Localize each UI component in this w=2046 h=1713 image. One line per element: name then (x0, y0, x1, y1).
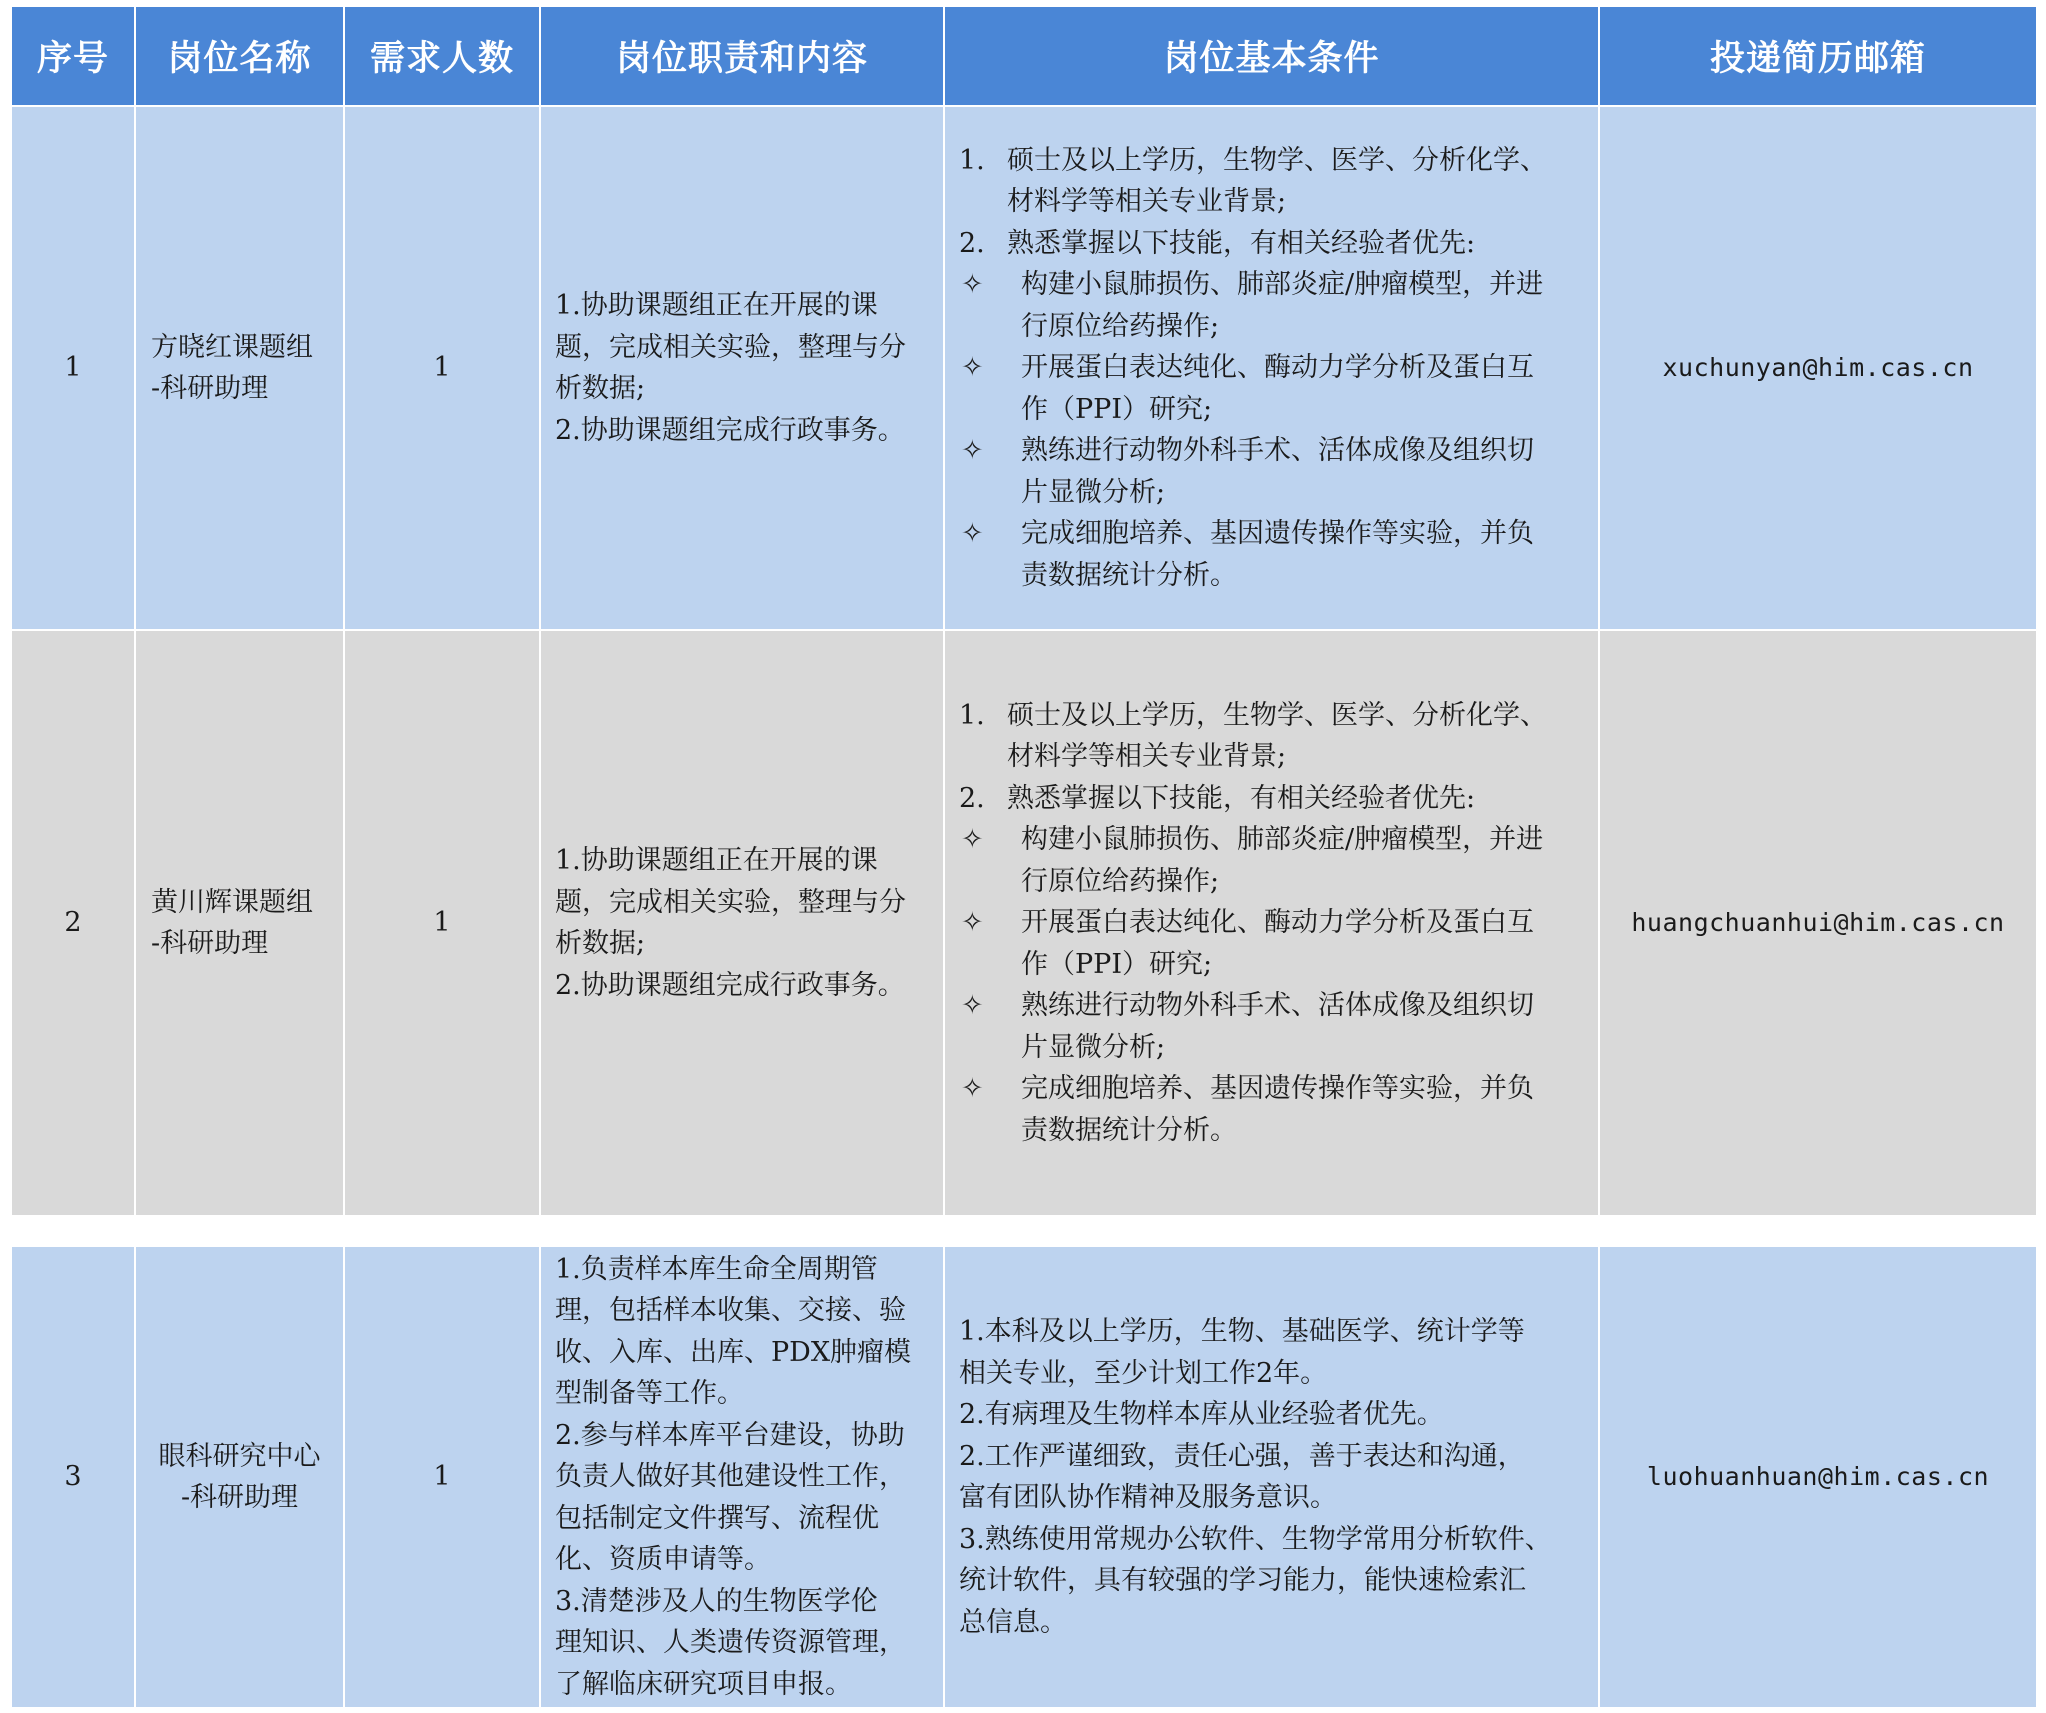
requirement-line: 片显微分析; (1021, 476, 1166, 508)
requirement-line: 作（PPI）研究; (1021, 948, 1213, 980)
requirement-line: 行原位给药操作; (1021, 310, 1220, 342)
duty-line: 题，完成相关实验，整理与分 (555, 886, 906, 918)
requirement-item (959, 140, 1584, 223)
diamond-bullet-icon: ✧ (961, 518, 984, 550)
position-name (135, 1246, 344, 1708)
requirement-line: 材料学等相关专业背景; (1007, 741, 1287, 773)
diamond-bullet-icon: ✧ (961, 824, 984, 856)
requirement-item (959, 264, 1584, 347)
duty-line: 题，完成相关实验，整理与分 (555, 331, 906, 363)
requirement-line: 构建小鼠肺损伤、肺部炎症/肿瘤模型，并进 (1021, 269, 1544, 301)
requirement-line: 片显微分析; (1021, 1031, 1166, 1063)
requirement-line: 责数据统计分析。 (1021, 1114, 1237, 1146)
duty-line: 化、资质申请等。 (555, 1544, 771, 1576)
requirement-line: 3.熟练使用常规办公软件、生物学常用分析软件、 (959, 1523, 1552, 1555)
requirement-line: 完成细胞培养、基因遗传操作等实验，并负 (1021, 1073, 1534, 1105)
header-position: 岗位名称 (135, 6, 344, 106)
position-name-line: -科研助理 (151, 373, 269, 404)
row-gap (11, 1216, 2037, 1246)
duty-line: 析数据; (555, 373, 646, 404)
requirement-item (959, 223, 1584, 265)
requirement-line: 开展蛋白表达纯化、酶动力学分析及蛋白互 (1021, 352, 1534, 384)
diamond-bullet-icon: ✧ (961, 990, 984, 1022)
position-name-line: -科研助理 (151, 928, 269, 959)
requirement-line: 相关专业，至少计划工作2年。 (959, 1357, 1328, 1389)
requirement-line: 作（PPI）研究; (1021, 393, 1213, 425)
header-row (11, 6, 2037, 106)
requirement-item (959, 347, 1584, 430)
duty-line: 负责人做好其他建设性工作， (555, 1461, 906, 1493)
requirement-item (959, 430, 1584, 513)
requirement-item (959, 778, 1584, 820)
header-requirements: 岗位基本条件 (944, 6, 1599, 106)
requirements (944, 630, 1599, 1216)
requirement-line: 责数据统计分析。 (1021, 559, 1237, 591)
duty-line: 型制备等工作。 (555, 1378, 744, 1410)
header-count: 需求人数 (344, 6, 540, 106)
table-row (11, 1246, 2037, 1708)
duty-line: 2.参与样本库平台建设，协助 (555, 1419, 905, 1451)
resume-email[interactable]: xuchunyan@him.cas.cn (1599, 106, 2037, 630)
duties (540, 1246, 944, 1708)
header-index: 序号 (11, 6, 135, 106)
duty-line: 1.负责样本库生命全周期管 (555, 1253, 878, 1285)
duty-line: 析数据; (555, 928, 646, 959)
requirement-line: 熟练进行动物外科手术、活体成像及组织切 (1021, 990, 1534, 1022)
requirement-line: 材料学等相关专业背景; (1007, 186, 1287, 218)
requirement-line: 熟悉掌握以下技能，有相关经验者优先: (1007, 782, 1476, 814)
resume-email[interactable]: huangchuanhui@him.cas.cn (1599, 630, 2037, 1216)
table-row (11, 630, 2037, 1216)
requirement-line: 富有团队协作精神及服务意识。 (959, 1482, 1337, 1513)
duty-line: 理，包括样本收集、交接、验 (555, 1295, 906, 1327)
requirement-line: 熟悉掌握以下技能，有相关经验者优先: (1007, 227, 1476, 259)
requirement-line: 完成细胞培养、基因遗传操作等实验，并负 (1021, 518, 1534, 550)
header-email: 投递简历邮箱 (1599, 6, 2037, 106)
resume-email[interactable]: luohuanhuan@him.cas.cn (1599, 1246, 2037, 1708)
position-name-line: 方晓红课题组 (151, 331, 313, 363)
duties (540, 106, 944, 630)
duty-line: 收、入库、出库、PDX肿瘤模 (555, 1336, 912, 1368)
table-row (11, 106, 2037, 630)
duty-line: 1.协助课题组正在开展的课 (555, 845, 878, 876)
headcount: 1 (344, 106, 540, 630)
requirement-line: 1.本科及以上学历，生物、基础医学、统计学等 (959, 1316, 1525, 1347)
diamond-bullet-icon: ✧ (961, 269, 984, 301)
duty-line: 2.协助课题组完成行政事务。 (555, 969, 905, 1001)
requirement-line: 行原位给药操作; (1021, 865, 1220, 897)
requirement-line: 统计软件，具有较强的学习能力，能快速检索汇 (959, 1565, 1526, 1596)
requirement-item (959, 695, 1584, 778)
requirement-marker: 1. (959, 699, 985, 731)
position-name-line: 眼科研究中心 (158, 1440, 321, 1472)
requirement-line: 构建小鼠肺损伤、肺部炎症/肿瘤模型，并进 (1021, 824, 1544, 856)
diamond-bullet-icon: ✧ (961, 352, 984, 384)
position-name (135, 106, 344, 630)
duty-line: 3.清楚涉及人的生物医学伦 (555, 1585, 878, 1617)
requirement-marker: 2. (959, 782, 985, 814)
duty-line: 理知识、人类遗传资源管理， (555, 1627, 906, 1659)
header-duties: 岗位职责和内容 (540, 6, 944, 106)
requirement-item (959, 1068, 1584, 1151)
requirement-line: 2.工作严谨细致，责任心强，善于表达和沟通， (959, 1440, 1525, 1472)
job-table (10, 5, 2038, 1709)
duties (540, 630, 944, 1216)
duty-line: 包括制定文件撰写、流程优 (555, 1502, 879, 1534)
requirement-item (959, 902, 1584, 985)
diamond-bullet-icon: ✧ (961, 435, 984, 467)
requirement-line: 硕士及以上学历，生物学、医学、分析化学、 (1007, 144, 1547, 176)
duty-line: 2.协助课题组完成行政事务。 (555, 414, 905, 446)
requirement-line: 2.有病理及生物样本库从业经验者优先。 (959, 1399, 1444, 1430)
row-index: 2 (11, 630, 135, 1216)
requirements (944, 1246, 1599, 1708)
headcount: 1 (344, 1246, 540, 1708)
requirement-item (959, 819, 1584, 902)
diamond-bullet-icon: ✧ (961, 1073, 984, 1105)
position-name-line: 黄川辉课题组 (151, 886, 313, 918)
duty-line: 1.协助课题组正在开展的课 (555, 290, 878, 321)
position-name (135, 630, 344, 1216)
headcount: 1 (344, 630, 540, 1216)
requirement-marker: 2. (959, 227, 985, 259)
requirement-marker: 1. (959, 144, 985, 176)
row-gap-cell (11, 1216, 2037, 1246)
requirement-item (959, 985, 1584, 1068)
requirement-item (959, 513, 1584, 596)
requirement-line: 熟练进行动物外科手术、活体成像及组织切 (1021, 435, 1534, 467)
requirements (944, 106, 1599, 630)
duty-line: 了解临床研究项目申报。 (555, 1668, 852, 1700)
diamond-bullet-icon: ✧ (961, 907, 984, 939)
row-index: 3 (11, 1246, 135, 1708)
position-name-line: -科研助理 (180, 1482, 299, 1513)
requirement-line: 硕士及以上学历，生物学、医学、分析化学、 (1007, 699, 1547, 731)
row-index: 1 (11, 106, 135, 630)
requirement-line: 总信息。 (959, 1606, 1067, 1638)
requirement-line: 开展蛋白表达纯化、酶动力学分析及蛋白互 (1021, 907, 1534, 939)
